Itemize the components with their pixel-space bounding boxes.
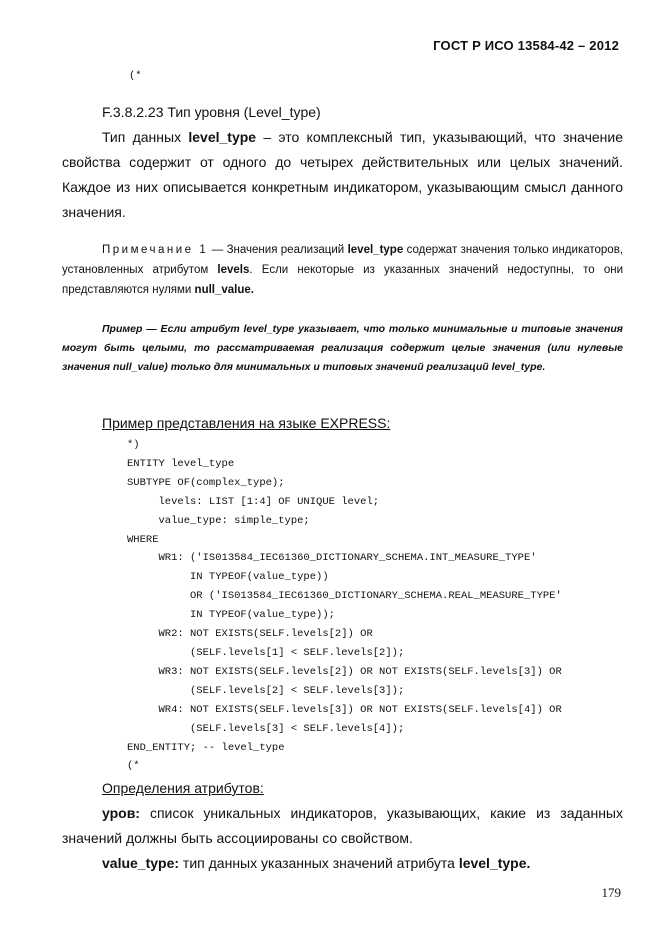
- example-end: .: [542, 361, 546, 373]
- section-title: F.3.8.2.23 Тип уровня (Level_type): [102, 104, 321, 120]
- code-line: (SELF.levels[3] < SELF.levels[4]);: [127, 722, 405, 735]
- example-paragraph: [62, 320, 623, 377]
- example-term: level_type: [491, 361, 543, 373]
- code-line: SUBTYPE OF(complex_type);: [127, 476, 285, 489]
- code-line: WR1: ('IS013584_IEC61360_DICTIONARY_SCHEMA.INT_MEASURE_TYPE': [127, 552, 537, 565]
- attribute-text: список уникальных индикаторов, указывающих, какие из заданных значений должны быть ассоциированы со свойством.: [62, 805, 623, 846]
- attribute-ref: level_type.: [458, 855, 531, 871]
- para-term: level_type: [188, 129, 257, 145]
- express-heading: Пример представления на языке EXPRESS:: [102, 415, 391, 431]
- note-term-level-type: level_type: [347, 244, 404, 256]
- note-mid: содержат значения только индикаторов, установленных атрибутом: [62, 244, 623, 276]
- note-post: . Если некоторые из указанных значений недоступны, то они представляются нулями: [62, 264, 624, 296]
- attribute-term: уров:: [102, 805, 140, 821]
- code-line: ENTITY level_type: [127, 457, 235, 470]
- attribute-definition-value-type: [102, 851, 530, 876]
- para-text-pre: Тип данных: [102, 129, 189, 145]
- note-term-levels: levels: [217, 264, 250, 276]
- express-code-block: [127, 436, 562, 776]
- para-text-post: – это комплексный тип, указывающий, что значение свойства содержит от одного до четырех действительных или целых значений. Каждое из них описывается конкретным индикатором, указывающим смысл данного значения.: [62, 129, 623, 220]
- code-line: IN TYPEOF(value_type));: [127, 609, 335, 622]
- code-line: value_type: simple_type;: [127, 514, 310, 527]
- code-line: (SELF.levels[2] < SELF.levels[3]);: [127, 684, 405, 697]
- code-line: IN TYPEOF(value_type)): [127, 571, 329, 584]
- section-paragraph: [62, 125, 623, 225]
- code-line: WR4: NOT EXISTS(SELF.levels[3]) OR NOT EXISTS(SELF.levels[4]) OR: [127, 703, 562, 716]
- attribute-term: value_type:: [102, 855, 180, 871]
- code-line: WR3: NOT EXISTS(SELF.levels[2]) OR NOT EXISTS(SELF.levels[3]) OR: [127, 665, 562, 678]
- attribute-definition-levels: [62, 801, 623, 851]
- code-line: END_ENTITY; -- level_type: [127, 741, 285, 754]
- note-paragraph: [62, 240, 623, 300]
- code-line: *): [127, 439, 140, 451]
- attribute-text: тип данных указанных значений атрибута: [179, 855, 459, 871]
- example-text: Пример — Если атрибут level_type указывает, что только минимальные и типовые значения могут быть целыми, то рассматриваемая реализация содержит целые значения (или нулевые значения null_value) только для минимальных и типовых значений реализаций: [62, 323, 623, 373]
- code-line: WHERE: [127, 533, 159, 546]
- note-label: Примечание 1: [102, 244, 209, 256]
- code-line: (SELF.levels[1] < SELF.levels[2]);: [127, 646, 405, 659]
- code-line: levels: LIST [1:4] OF UNIQUE level;: [127, 495, 380, 508]
- document-header: ГОСТ Р ИСО 13584-42 – 2012: [433, 38, 619, 53]
- note-term-null-value: null_value.: [194, 284, 254, 296]
- page-number: 179: [601, 885, 621, 900]
- code-line: WR2: NOT EXISTS(SELF.levels[2]) OR: [127, 628, 373, 641]
- note-dash: — Значения реализаций: [208, 244, 348, 256]
- code-line: OR ('IS013584_IEC61360_DICTIONARY_SCHEMA.REAL_MEASURE_TYPE': [127, 590, 562, 603]
- opening-comment: (*: [129, 70, 142, 82]
- code-line: (*: [127, 760, 140, 773]
- attributes-heading: Определения атрибутов:: [102, 780, 264, 796]
